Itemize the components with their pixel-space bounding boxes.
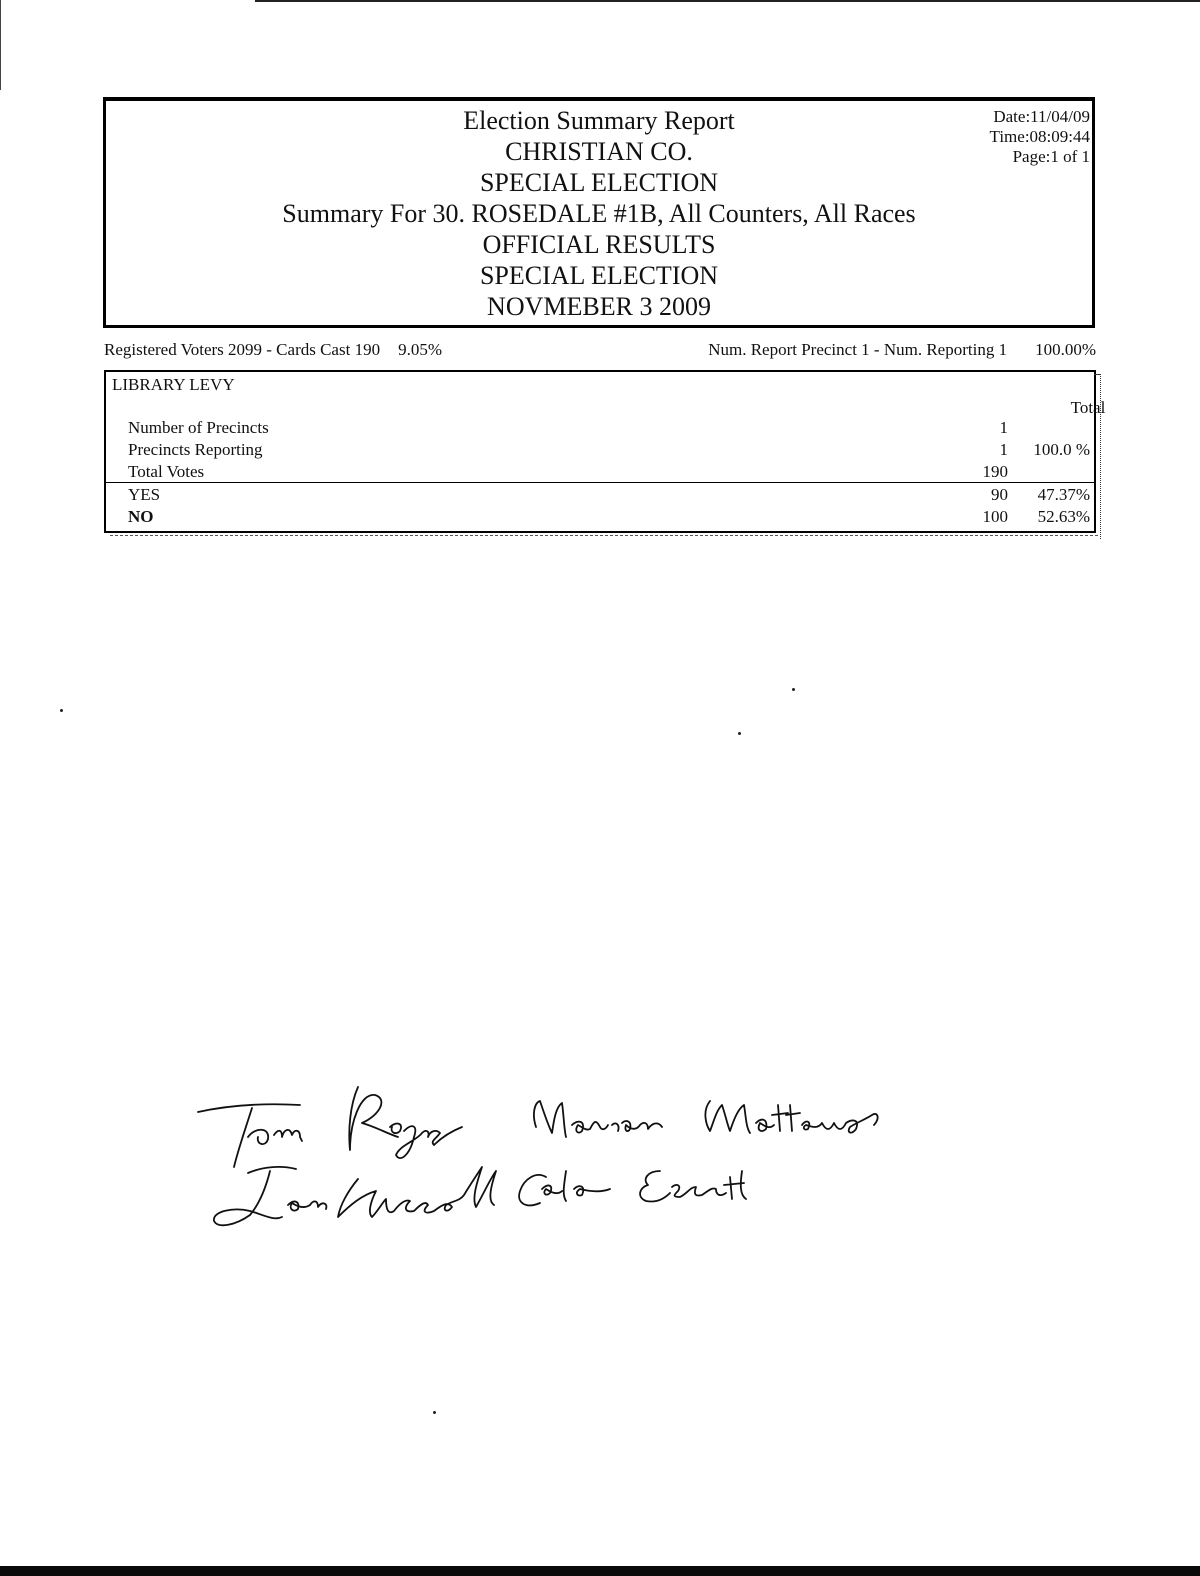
registered-cards-cast: Registered Voters 2099 - Cards Cast 190 bbox=[104, 340, 381, 359]
choice-total: 100 bbox=[982, 507, 1008, 526]
scan-speck bbox=[433, 1411, 436, 1414]
report-page: Page:1 of 1 bbox=[1012, 147, 1090, 166]
race-stat-row bbox=[106, 439, 1094, 461]
race-title: LIBRARY LEVY bbox=[112, 375, 235, 394]
race-stat-total: 190 bbox=[982, 462, 1008, 481]
turnout-percent: 9.05% bbox=[398, 340, 442, 359]
report-date: Date:11/04/09 bbox=[993, 107, 1090, 126]
choice-label: YES bbox=[128, 485, 161, 504]
scan-speck bbox=[60, 709, 63, 712]
scan-left-edge-line bbox=[0, 0, 1, 90]
scan-speck bbox=[792, 688, 795, 691]
scan-speck bbox=[738, 732, 741, 735]
race-stat-row bbox=[106, 417, 1094, 439]
race-stat-label: Precincts Reporting bbox=[128, 440, 263, 459]
scan-bottom-edge bbox=[0, 1566, 1200, 1576]
choice-label: NO bbox=[128, 507, 154, 526]
report-header-box bbox=[103, 97, 1095, 328]
signature-carla-essick bbox=[519, 1171, 746, 1205]
choice-percent: 47.37% bbox=[1037, 485, 1090, 504]
choice-row-no bbox=[106, 506, 1094, 528]
race-stat-total: 1 bbox=[999, 418, 1008, 437]
election-date: NOVMEBER 3 2009 bbox=[487, 292, 711, 321]
race-results-box bbox=[104, 370, 1106, 533]
race-stat-percent: 100.0 % bbox=[1033, 440, 1090, 459]
turnout-summary bbox=[104, 340, 1096, 362]
summary-scope: Summary For 30. ROSEDALE #1B, All Counters, All Races bbox=[282, 199, 916, 228]
reporting-percent: 100.00% bbox=[1035, 340, 1096, 359]
race-stat-row bbox=[106, 461, 1094, 483]
handwritten-signatures bbox=[190, 1075, 930, 1250]
signature-russell-surname bbox=[338, 1167, 496, 1217]
report-title-block bbox=[106, 105, 1092, 322]
report-time: Time:08:09:44 bbox=[989, 127, 1090, 146]
report-meta bbox=[990, 107, 1090, 167]
choice-percent: 52.63% bbox=[1037, 507, 1090, 526]
race-stat-label: Total Votes bbox=[128, 462, 205, 481]
registered-voters-summary bbox=[104, 340, 442, 360]
race-stat-total: 1 bbox=[999, 440, 1008, 459]
signature-lisa-russell bbox=[214, 1167, 327, 1225]
report-title: Election Summary Report bbox=[463, 106, 735, 135]
precinct-report-count: Num. Report Precinct 1 - Num. Reporting 1 bbox=[708, 340, 1008, 359]
race-divider bbox=[106, 482, 1094, 483]
signature-marian-matthews bbox=[534, 1101, 878, 1137]
scan-top-edge-line bbox=[255, 0, 1200, 2]
choice-total: 90 bbox=[991, 485, 1008, 504]
race-stat-label: Number of Precincts bbox=[128, 418, 269, 437]
race-box-edge-trace bbox=[1094, 374, 1101, 539]
signature-tom-rogers bbox=[198, 1087, 462, 1167]
results-status: OFFICIAL RESULTS bbox=[482, 230, 716, 259]
county-name: CHRISTIAN CO. bbox=[505, 137, 693, 166]
election-type: SPECIAL ELECTION bbox=[479, 168, 719, 197]
choice-row-yes bbox=[106, 484, 1094, 506]
precinct-reporting-summary bbox=[708, 340, 1096, 360]
race-box-edge-trace bbox=[110, 535, 1098, 536]
total-column-header: Total bbox=[1070, 398, 1106, 417]
signatures-block bbox=[190, 1075, 930, 1250]
election-type-repeat: SPECIAL ELECTION bbox=[479, 261, 719, 290]
